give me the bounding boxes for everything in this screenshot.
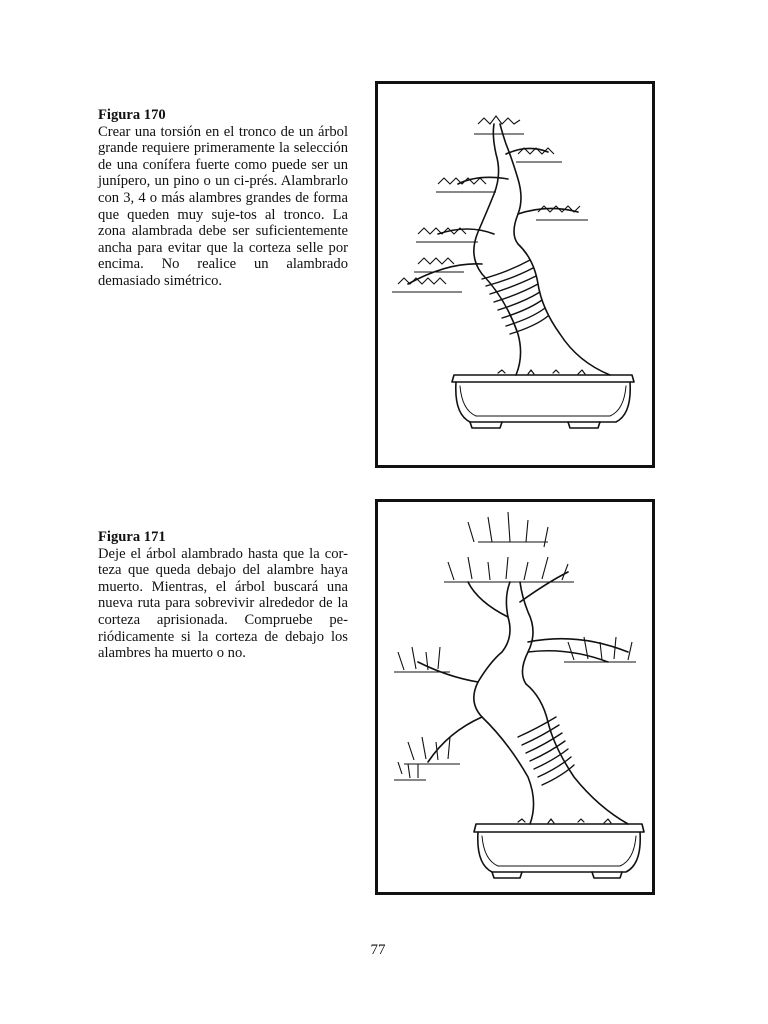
bonsai-wired-trunk-drawing: [378, 84, 652, 465]
pot-foot-right: [568, 422, 600, 428]
foliage-pads: [394, 512, 636, 780]
wire-wraps: [482, 260, 548, 334]
figure-170-illustration: [375, 81, 655, 468]
figure-171-caption: [98, 529, 348, 662]
trunk-outline-right: [520, 582, 628, 824]
figure-170-text: Crear una torsión en el tronco de un árbol grande requiere primeramente la selección de una conífera fuerte como puede ser un junípero, un pino o un ci-prés. Alambrarlo con 3, 4 o más alambres grandes de forma que queden muy suje-tos al tronco. La zona alambrada debe ser suficientemente ancha para evitar que la corteza selle por encima. No realice un alambrado demasiado simétrico.: [98, 123, 348, 289]
pot-foot-right: [592, 872, 622, 878]
figure-171-text: Deje el árbol alambrado hasta que la cor-teza que queda debajo del alambre haya muerto. Mientras, el árbol buscará una nueva ruta para sobrevivir alrededor de la corteza aprisionada. Compruebe pe-riódicamente si la corteza de debajo los alambres ha muerto o no.: [98, 545, 348, 662]
pot-rim: [452, 375, 634, 382]
pot-foot-left: [492, 872, 522, 878]
figure-170-caption: [98, 107, 348, 290]
bonsai-bark-recovery-drawing: [378, 502, 652, 892]
figure-171-title: Figura 171: [98, 529, 166, 545]
page-number: 77: [370, 942, 386, 958]
trunk-outline-left: [474, 582, 534, 824]
pot-foot-left: [470, 422, 502, 428]
pot-rim: [474, 824, 644, 832]
figure-170-title: Figura 170: [98, 107, 166, 123]
trunk-outline-left: [474, 124, 521, 375]
figure-171-illustration: [375, 499, 655, 895]
